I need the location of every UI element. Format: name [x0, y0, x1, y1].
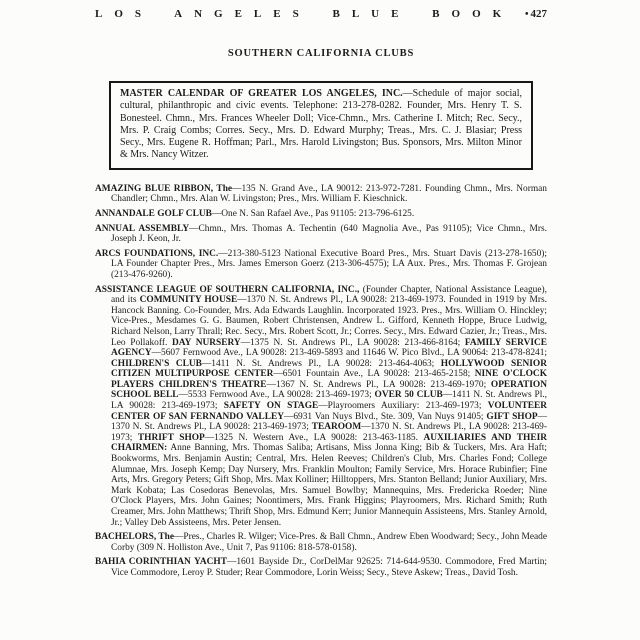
text-segment: —1411 N. St. Andrews Pl., LA 90028: 213-464-4063; — [201, 358, 441, 369]
text-segment: —5607 Fernwood Ave., LA 90028: 213-469-5893 and 11646 W. Pico Blvd., LA 90064: 213-478-8241; — [151, 348, 547, 359]
bold-text-segment: THRIFT SHOP — [137, 432, 205, 443]
text-segment: Anne Banning, Mrs. Thomas Saliba; Artisans, Miss Jonna King; Bib & Tuckers, Mrs. Ara Haft; Bookworms, Mrs. Benjamin Austin; Central, Mrs. Helen Reeves; Children's Club, Mrs. Charles Fond; College Alumnae, Mrs. Joseph Kemp; Day Nursery, Mrs. Franklin Moulton; Family Service, Mrs. Horace Rubinfier; Fine Arts, Mrs. Gregory Peters; Gift Shop, Mrs. Max Kolliner; Hilltoppers, Mrs. Stanton Belland; Junior Auxiliary, Mrs. Mark Kobata; Las Cosedoras Benevolas, Mrs. Samuel Bowlby; Mannequins, Mrs. Fredericka Roeder; Nine O'Clock Players, Mrs. John Gaines; Noontimers, Mrs. Frank Higgins; Playroomers, Mrs. Richard Smith; Ruth Creamer, Mrs. John Matthews; Thrift Shop, Mrs. Edmund Kerr; Junior Mannequin Assisteens, Mrs. Stanley Arnold, Jr.; Valley Deb Assisteens, Mrs. Peter Jensen. — [111, 443, 547, 528]
text-segment: —135 N. Grand Ave., LA 90012: 213-972-7281. Founding Chmn., Mrs. Norman Chandler; Chmn., Mrs. Alan W. Livingston; Pres., Mrs. William F. Kieschnick. — [111, 183, 547, 205]
page-number: 427 — [530, 8, 547, 20]
bold-text-segment: BACHELORS, The — [95, 532, 175, 543]
bold-text-segment: AUXILIARIES AND THEIR CHAIRMEN: — [111, 432, 547, 454]
club-entry — [95, 209, 547, 220]
club-entry — [95, 285, 547, 529]
club-entries — [95, 184, 547, 579]
section-title: SOUTHERN CALIFORNIA CLUBS — [227, 48, 415, 59]
bold-text-segment: COMMUNITY HOUSE — [139, 295, 238, 306]
club-entry — [95, 249, 547, 281]
bold-text-segment: GIFT SHOP — [486, 411, 538, 422]
bold-text-segment: ANNUAL ASSEMBLY — [95, 223, 190, 234]
club-entry — [95, 557, 547, 578]
text-segment: —1601 Bayside Dr., CorDelMar 92625: 714-644-9530. Commodore, Fred Martin; Vice Commodore, Leroy P. Studer; Rear Commodore, Lorin Weiss; Secy., Steve Askew; Treas., David Tosh. — [111, 557, 547, 578]
bold-text-segment: NINE O'CLOCK PLAYERS CHILDREN'S THEATRE — [111, 369, 547, 390]
bold-text-segment: FAMILY SERVICE AGENCY — [111, 337, 548, 359]
bold-text-segment: OVER 50 CLUB — [374, 390, 443, 401]
bold-text-segment: SAFETY ON STAGE — [223, 401, 319, 412]
text-segment: —1325 N. Western Ave., LA 90028: 213-463-1185. — [204, 432, 424, 443]
text-segment: —Chmn., Mrs. Thomas A. Techentin (640 Magnolia Ave., Pas 91105); Vice Chmn., Mrs. Joseph J. Keon, Jr. — [111, 223, 547, 245]
text-segment: —One N. San Rafael Ave., Pas 91105: 213-796-6125. — [211, 208, 415, 219]
bold-text-segment: BAHIA CORINTHIAN YACHT — [95, 557, 227, 568]
club-entry — [95, 184, 547, 205]
text-segment: —1411 N. St. Andrews Pl., LA 90028: 213-469-1973; — [111, 390, 548, 412]
bold-text-segment: MASTER CALENDAR OF GREATER LOS ANGELES, INC. — [120, 88, 403, 99]
bold-text-segment: CHILDREN'S CLUB — [111, 358, 202, 369]
text-segment: —6931 Van Nuys Blvd., Ste. 309, Van Nuys 91405; — [283, 411, 487, 422]
club-entry — [95, 224, 547, 245]
text-segment: —Schedule of major social, cultural, philanthropic and civic events. Telephone: 213-278-0282. Founder, Mrs. Henry T. S. Bonesteel. Chmn., Mrs. Frances Wheeler Doll; Vice-Chmn., Mrs. Catherine I. Mitch; Rec. Secy., Mrs. P. Craig Combs; Corres. Secy., Mrs. D. Edward Murphy; Treas., Mrs. C. J. Blasiar; Press Secy., Mrs. Eugene R. Hoffman; Parl., Mrs. Harold Livingston; Bus. Sponsors, Mrs. Milton Minor & Mrs. Nancy Witzer. — [120, 88, 523, 161]
bold-text-segment: VOLUNTEER CENTER OF SAN FERNANDO VALLEY — [111, 401, 547, 422]
text-segment: —1367 N. St. Andrews Pl., LA 90028: 213-469-1970; — [266, 379, 491, 390]
text-segment: —1370 N. St. Andrews Pl., LA 90028: 213-469-1973. Founded in 1919 by Mrs. Hancock Banning. Co-Founder, Mrs. Ada Edwards Laughlin. Incorporated 1923. Pres., Mrs. William O. Hinckley; Vice-Pres., Mesdames G. G. Baumen, Robert Christensen, Andrew L. Gifford, Kenneth Hoppe, Bruce Ludwig, Richard Nelson, Larry Thrall; Rec. Secy., Mrs. Robert Scott, Jr.; Corres. Secy., Mrs. Edward Cazier, Jr.; Treas., Mrs. Leo Pollakoff. — [111, 295, 547, 348]
bold-text-segment: AMAZING BLUE RIBBON, The — [95, 183, 233, 194]
page-header — [95, 8, 547, 20]
text-segment: —213-380-5123 National Executive Board Pres., Mrs. Stuart Davis (213-278-1650); LA Founder Chapter Pres., Mrs. James Emerson Goerz (213-306-4575); LA Aux. Pres., Mrs. Thomas F. Grojean (213-476-9260). — [111, 248, 547, 280]
text-segment: (Founder Chapter, National Assistance League), and its — [111, 284, 547, 306]
text-segment: —5533 Fernwood Ave., LA 90028: 213-469-1973; — [178, 390, 375, 401]
bold-text-segment: DAY NURSERY — [171, 337, 241, 348]
bold-text-segment: HOLLYWOOD SENIOR CITIZEN MULTIPURPOSE CENTER — [111, 358, 547, 380]
page-content — [95, 6, 547, 583]
master-calendar-entry — [120, 88, 522, 160]
bold-text-segment: OPERATION SCHOOL BELL — [111, 379, 547, 401]
bold-text-segment: ASSISTANCE LEAGUE OF SOUTHERN CALIFORNIA, INC., — [95, 284, 360, 295]
text-segment: —Playroomers Auxiliary: 213-469-1973; — [318, 401, 488, 412]
text-segment: —6501 Fountain Ave., LA 90028: 213-465-2158; — [273, 369, 475, 380]
text-segment: —1375 N. St. Andrews Pl., LA 90028: 213-466-8164; — [240, 337, 465, 348]
club-entry — [95, 532, 547, 553]
bold-text-segment: TEAROOM — [311, 422, 362, 433]
bullet-icon: • — [524, 9, 529, 20]
text-segment: —1370 N. St. Andrews Pl., LA 90028: 213-469-1973; — [111, 411, 547, 433]
book-title: LOS ANGELES BLUE BOOK — [95, 8, 514, 20]
bold-text-segment: ARCS FOUNDATIONS, INC. — [95, 248, 219, 259]
page-number-group — [525, 8, 547, 20]
text-segment: —1370 N. St. Andrews Pl., LA 90028: 213-469-1973; — [111, 422, 547, 443]
master-calendar-box — [109, 81, 533, 170]
text-segment: —Pres., Charles R. Wilger; Vice-Pres. & Ball Chmn., Andrew Eben Woodward; Secy., John Meade Corby (309 N. Holliston Ave., Unit 7, Pas 91106: 818-578-0158). — [111, 532, 547, 553]
bold-text-segment: ANNANDALE GOLF CLUB — [95, 208, 212, 219]
